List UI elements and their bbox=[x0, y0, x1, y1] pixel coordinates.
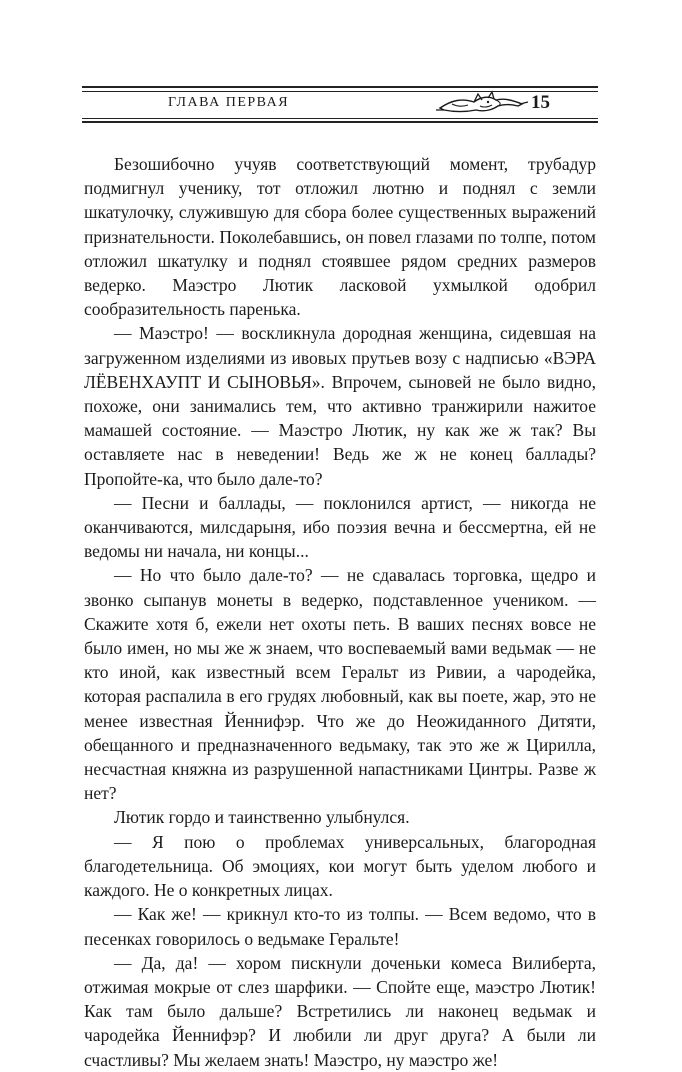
paragraph: — Да, да! — хором пискнули доченьки комеса Вилиберта, отжимая мокрые от слез шарфики. — Спойте еще, маэстро Лютик! Как там было дальше? Встретились ли наконец ведьмак и чародейка Йеннифэр? И любили ли друг друга? А были ли счастливы? Мы желаем знать! Маэстро, ну маэстро же! bbox=[84, 952, 596, 1070]
page-number: 15 bbox=[531, 92, 550, 113]
paragraph: — Песни и баллады, — поклонился артист, — никогда не оканчиваются, милсдарыня, ибо поэзия вечна и бессмертна, ей не ведомы ни начала, ни концы... bbox=[84, 492, 596, 562]
paragraph: Безошибочно учуяв соответствующий момент, трубадур подмигнул ученику, тот отложил лютню и поднял с земли шкатулочку, служившую для сбора более существенных выражений признательности. Поколебавшись, он повел глазами по толпе, потом отложил шкатулку и поднял стоявшее рядом средних размеров ведерко. Маэстро Лютик ласковой ухмылкой одобрил сообразительность паренька. bbox=[84, 154, 596, 320]
wolf-emblem-icon bbox=[432, 90, 532, 118]
header-rule-bottom-thin bbox=[82, 118, 598, 119]
header-rule-top bbox=[82, 86, 598, 88]
paragraph: Лютик гордо и таинственно улыбнулся. bbox=[114, 807, 410, 828]
body-text bbox=[84, 152, 596, 1072]
header-rule-bottom bbox=[82, 121, 598, 123]
chapter-title: ГЛАВА ПЕРВАЯ bbox=[168, 95, 290, 110]
paragraph: — Как же! — крикнул кто-то из толпы. — Всем ведомо, что в песенках говорилось о ведьмаке Геральте! bbox=[84, 904, 596, 949]
running-header bbox=[82, 86, 598, 122]
paragraph: — Но что было дале-то? — не сдавалась торговка, щедро и звонко сыпанув монеты в ведерко, подставленное учеником. — Скажите хотя б, ежели нет охоты петь. В ваших песнях вовсе не было имен, но мы же ж знаем, что воспеваемый вами ведьмак — не кто иной, как известный всем Геральт из Ривии, а чародейка, которая распалила в его грудях любовный, как вы поете, жар, это не менее известная Йеннифэр. Что же до Неожиданного Дитяти, обещанного и предназначенного ведьмаку, так это же ж Цирилла, несчастная княжна из разрушенной напастниками Цинтры. Разве ж нет? bbox=[84, 565, 596, 804]
paragraph: — Я пою о проблемах универсальных, благородная благодетельница. Об эмоциях, кои могут быть уделом любого и каждого. Не о конкретных лицах. bbox=[84, 831, 596, 901]
paragraph: — Маэстро! — воскликнула дородная женщина, сидевшая на загруженном изделиями из ивовых прутьев возу с надписью «ВЭРА ЛЁВЕНХАУПТ И СЫНОВЬЯ». Впрочем, сыновей не было видно, похоже, они занимались тем, что активно транжирили нажитое мамашей состояние. — Маэстро Лютик, ну как же ж так? Вы оставляете нас в неведении! Ведь же ж не конец баллады? Пропойте-ка, что было дале-то? bbox=[84, 323, 596, 489]
